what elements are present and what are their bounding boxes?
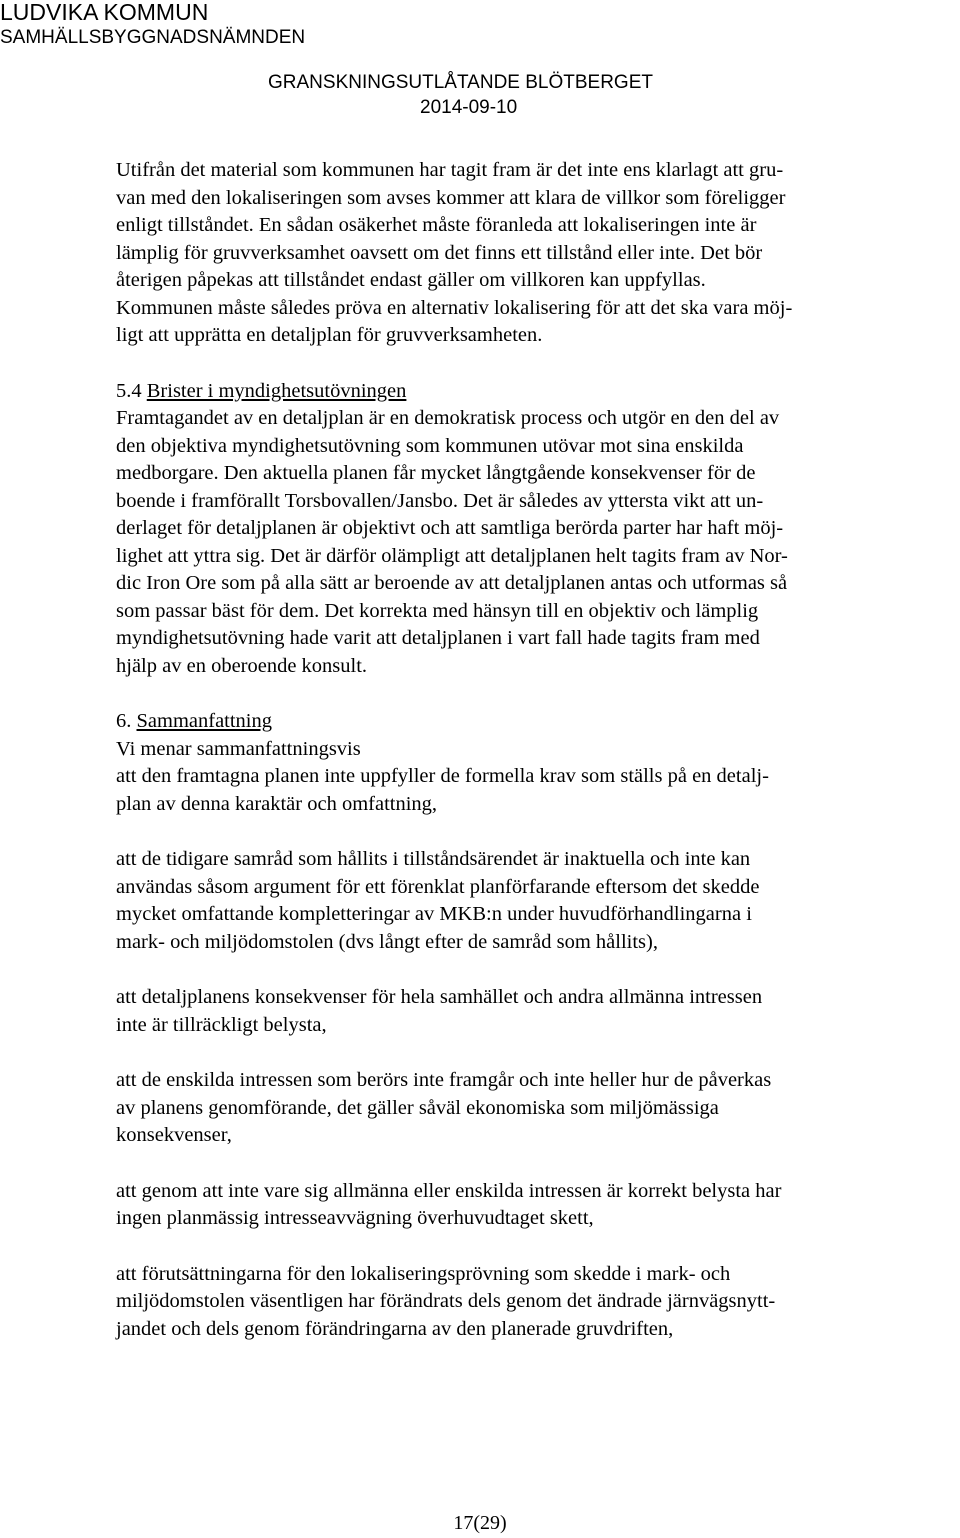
paragraph-spacer (116, 1233, 916, 1261)
paragraph-spacer (116, 1150, 916, 1178)
summary-intro: Vi menar sammanfattningsvis (116, 737, 361, 760)
text-line: den objektiva myndighetsutövning som kommunen utövar mot sina enskilda (116, 434, 744, 457)
text-line: van med den lokaliseringen som avses kommer att klara de villkor som föreligger (116, 186, 786, 209)
text-line: hjälp av en oberoende konsult. (116, 654, 368, 677)
section-title: Brister i myndighetsutövningen (146, 379, 407, 402)
paragraph-spacer (116, 956, 916, 984)
text-line: av planens genomförande, det gäller såväl ekonomiska som miljömässiga (116, 1096, 719, 1119)
text-line: Framtagandet av en detaljplan är en demokratisk process och utgör en den del av (116, 407, 780, 429)
text-line: dic Iron Ore som på alla sätt ar beroende av att detaljplanen antas och utformas så (116, 572, 788, 594)
section-6 (116, 708, 916, 1343)
text-line: derlaget för detaljplanen är objektivt och att samtliga berörda parter har haft möj- (116, 517, 784, 539)
paragraph-spacer (116, 818, 916, 846)
text-line: miljödomstolen väsentligen har förändrats dels genom det ändrade järnvägsnytt- (116, 1290, 776, 1312)
summary-point (116, 1178, 916, 1233)
text-line: att detaljplanens konsekvenser för hela samhället och andra allmänna intressen (116, 986, 763, 1008)
paragraph-spacer (116, 680, 916, 708)
text-line: att de enskilda intressen som berörs inte framgår och inte heller hur de påverkas (116, 1069, 772, 1091)
summary-point (116, 984, 916, 1039)
section-heading (116, 708, 916, 736)
document-body (116, 157, 916, 1343)
text-line: plan av denna karaktär och omfattning, (116, 792, 438, 815)
paragraph-spacer (116, 1039, 916, 1067)
text-line: att förutsättningarna för den lokaliseringsprövning som skedde i mark- och (116, 1262, 731, 1285)
header-organization: LUDVIKA KOMMUN (0, 0, 209, 25)
summary-point (116, 1067, 916, 1150)
text-line: återigen påpekas att tillståndet endast gäller om villkoren kan uppfyllas. (116, 269, 706, 291)
summary-point (116, 763, 916, 818)
text-line: medborgare. Den aktuella planen får mycket långtgående konsekvenser för de (116, 462, 756, 484)
text-line: att de tidigare samråd som hållits i tillståndsärendet är inaktuella och inte kan (116, 848, 751, 870)
section-5-4 (116, 378, 916, 681)
text-line: ingen planmässig intresseavvägning överhuvudtaget skett, (116, 1207, 594, 1229)
header-department: SAMHÄLLSBYGGNADSNÄMNDEN (0, 27, 306, 48)
paragraph-spacer (116, 350, 916, 378)
text-line: lighet att yttra sig. Det är därför olämpligt att detaljplanen helt tagits fram av Nor- (116, 544, 788, 567)
text-line: inte är tillräckligt belysta, (116, 1013, 327, 1036)
text-line: att genom att inte vare sig allmänna eller enskilda intressen är korrekt belysta har (116, 1179, 782, 1202)
section-title: Sammanfattning (136, 710, 273, 732)
text-line: mycket omfattande kompletteringar av MKB:n under huvudförhandlingarna i (116, 903, 752, 925)
page-number: 17(29) (453, 1512, 507, 1534)
text-line: boende i framförallt Torsbovallen/Jansbo. Det är således av yttersta vikt att un- (116, 489, 764, 512)
text-line: mark- och miljödomstolen (dvs långt efter de samråd som hållits), (116, 930, 658, 953)
text-line: Kommunen måste således pröva en alternativ lokalisering för att det ska vara möj- (116, 296, 793, 319)
document-title: GRANSKNINGSUTLÅTANDE BLÖTBERGET (268, 72, 653, 93)
summary-point (116, 846, 916, 956)
text-line: myndighetsutövning hade varit att detaljplanen i vart fall hade tagits fram med (116, 627, 760, 649)
summary-point (116, 1261, 916, 1344)
section-heading (116, 378, 916, 406)
document-date: 2014-09-10 (420, 97, 518, 118)
text-line: ligt att upprätta en detaljplan för gruvverksamheten. (116, 324, 543, 346)
text-line: konsekvenser, (116, 1124, 232, 1146)
text-line: att den framtagna planen inte uppfyller de formella krav som ställs på en detalj- (116, 765, 769, 787)
text-line: som passar bäst för dem. Det korrekta med hänsyn till en objektiv och lämplig (116, 599, 759, 622)
text-line: Utifrån det material som kommunen har tagit fram är det inte ens klarlagt att gru- (116, 159, 784, 181)
section-number: 5.4 (116, 379, 147, 402)
text-line: lämplig för gruvverksamhet oavsett om det finns ett tillstånd eller inte. Det bör (116, 241, 763, 264)
paragraph-lokalisering (116, 157, 916, 350)
text-line: enligt tillståndet. En sådan osäkerhet måste föranleda att lokaliseringen inte är (116, 214, 757, 236)
section-number: 6. (116, 710, 137, 732)
text-line: användas såsom argument för ett förenklat planförfarande eftersom det skedde (116, 875, 760, 898)
text-line: jandet och dels genom förändringarna av den planerade gruvdriften, (116, 1317, 674, 1340)
